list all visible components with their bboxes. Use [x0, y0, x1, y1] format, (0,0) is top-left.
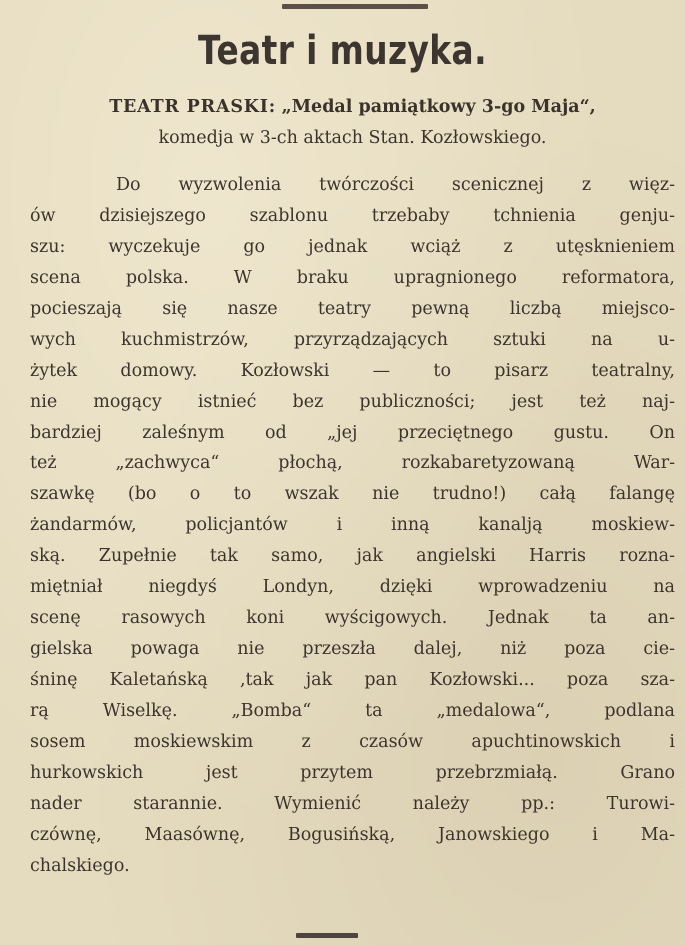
- play-title: „Medal pamiątkowy 3-go Maja“,: [281, 97, 596, 117]
- body-line: szawkę (bo o to wszak nie trudno!) całą falangę: [30, 484, 675, 505]
- bottom-rule-divider: [296, 933, 358, 938]
- body-line: żandarmów, policjantów i inną kanalją moskiew-: [30, 515, 675, 536]
- body-line: scenę rasowych koni wyścigowych. Jednak ta an-: [30, 608, 675, 629]
- body-line: gielska powaga nie przeszła dalej, niż poza cie-: [30, 639, 675, 660]
- top-rule-divider: [282, 4, 428, 9]
- body-line: hurkowskich jest przytem przebrzmiałą. Grano: [30, 762, 675, 783]
- section-title: Teatr i muzyka.: [198, 28, 487, 74]
- body-line: bardziej zaleśnym od „jej przeciętnego gustu. On: [30, 422, 675, 443]
- body-line: szu: wyczekuje go jednak wciąż z utęsknieniem: [30, 236, 675, 257]
- body-line: chalskiego.: [30, 855, 130, 876]
- body-line: ów dzisiejszego szablonu trzebaby tchnienia genju-: [30, 205, 675, 226]
- body-line: rą Wiselkę. „Bomba“ ta „medalowa“, podlana: [30, 700, 675, 721]
- play-subtitle: komedja w 3-ch aktach Stan. Kozłowskiego.: [158, 128, 547, 148]
- body-line: sosem moskiewskim z czasów apuchtinowskich i: [30, 731, 675, 752]
- body-line: scena polska. W braku upragnionego reformatora,: [30, 267, 675, 288]
- body-line: żytek domowy. Kozłowski — to pisarz teatralny,: [30, 360, 675, 381]
- body-line: nie mogący istnieć bez publiczności; jest też naj-: [30, 391, 675, 412]
- body-line: czównę, Maasównę, Bogusińską, Janowskiego i Ma-: [30, 824, 675, 845]
- body-line: też „zachwyca“ płochą, rozkabaretyzowaną War-: [30, 453, 675, 474]
- body-line: miętniał niegdyś Londyn, dzięki wprowadzeniu na: [30, 577, 675, 598]
- body-line: ską. Zupełnie tak samo, jak angielski Harris rozna-: [30, 546, 675, 567]
- article-body: [30, 170, 675, 882]
- body-line: śninę Kaletańską ,tak jak pan Kozłowski... poza sza-: [30, 670, 675, 690]
- body-line: Do wyzwolenia twórczości scenicznej z więz-: [116, 175, 675, 195]
- body-line: nader starannie. Wymienić należy pp.: Turowi-: [30, 793, 675, 814]
- review-heading: [30, 92, 675, 154]
- body-line: wych kuchmistrzów, przyrządzających sztuki na u-: [30, 329, 675, 350]
- theatre-name: TEATR PRASKI:: [109, 97, 277, 117]
- body-line: pocieszają się nasze teatry pewną liczbą miejsco-: [30, 298, 675, 319]
- heading-line-1: [30, 92, 675, 123]
